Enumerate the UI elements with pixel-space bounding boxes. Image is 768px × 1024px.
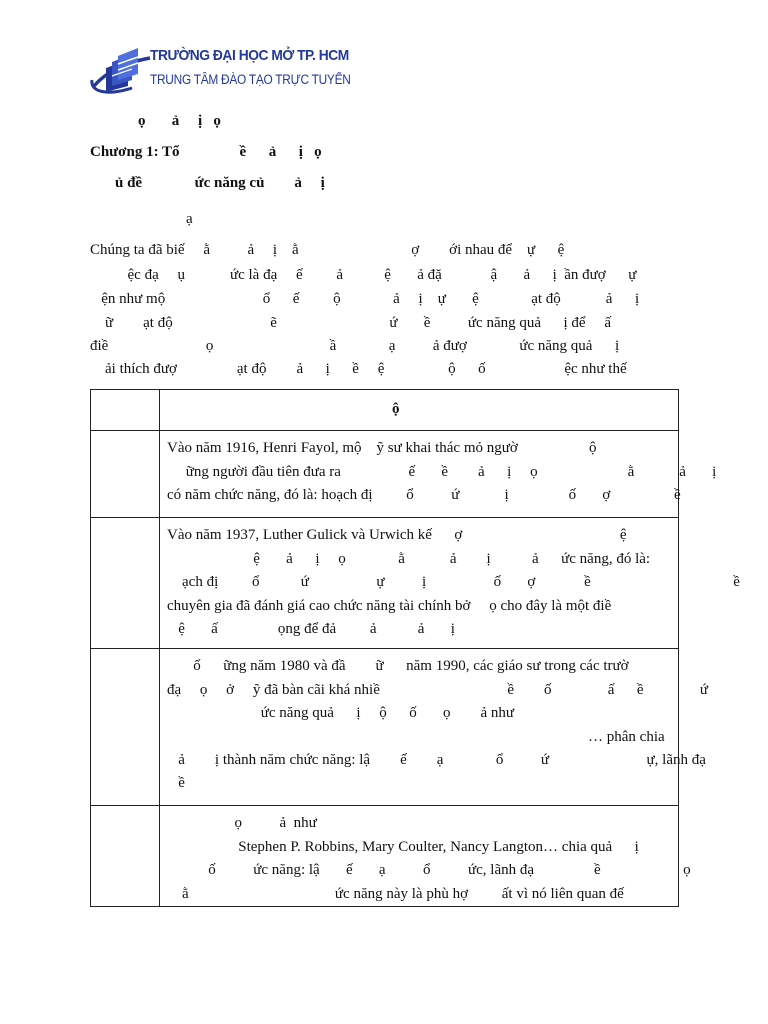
table-row [91,806,679,907]
cell-line: ệ ả ị ọ ằ ả ị ả ức năng, đó là: [167,551,651,567]
paragraph-line: điề ọ ầ ạ ả đượ ức năng quả ị [90,338,620,354]
paragraph-line: ải thích đượ ạt độ ả ị ề ệ ộ ố ệc như thế [90,361,627,377]
chapter-heading: Chương 1: Tổ ề ả ị ọ [90,144,322,160]
paragraph-line: ện như mộ ổ ế ộ ả ị ự ệ ạt độ ả ị [90,291,640,307]
table-header-label: ộ [392,401,400,417]
table-header-row [91,390,679,431]
history-table [90,389,740,907]
cell-line: ạch đị ổ ứ ự ị ố ợ ề ề [167,574,740,590]
paragraph-line: ữ ạt độ ẽ ứ ề ức năng quả ị để ấ [90,315,611,331]
cell-line: ức năng quả ị ộ ố ọ ả như [167,705,515,721]
cell-line: ả ị thành năm chức năng: lậ ế ạ ổ ứ ự, lãnh đạ [167,752,706,768]
section-heading: ủ đề ức năng củ ả ị [115,175,325,191]
table-row [91,649,679,806]
cell-line: Vào năm 1937, Luther Gulick và Urwich kế ợ ệ [167,527,627,543]
logo-university-name: TRƯỜNG ĐẠI HỌC MỞ TP. HCM [150,47,349,64]
cell-line: ọ ả như [167,815,317,831]
table-cell [91,649,160,806]
table-header-cell [91,390,160,431]
paragraph-line: ệc đạ ụ ức là đạ ế ả ệ ả đặ ậ ả ị ần đượ ự [90,267,637,283]
paragraph-line: Chúng ta đã biế ằ ả ị ằ ợ ới nhau để ự ệ [90,242,565,258]
course-title: ọ ả ị ọ [138,113,221,129]
table-row [91,518,679,649]
cell-line: chuyên gia đã đánh giá cao chức năng tài chính bở ọ cho đây là một điề [167,598,612,614]
logo-center-name: TRUNG TÂM ĐÀO TẠO TRỰC TUYẾN [150,72,351,87]
table-cell [160,806,691,907]
table-row [91,431,679,518]
table-cell [160,431,717,518]
cell-line: ố ức năng: lậ ế ạ ổ ức, lãnh đạ ề ọ [167,862,691,878]
cell-line: Stephen P. Robbins, Mary Coulter, Nancy Langton… chia quả ị [167,839,639,855]
cell-line: ững người đầu tiên đưa ra ế ề ả ị ọ ằ ả ị [167,464,717,480]
table-cell [91,518,160,649]
cell-line: Vào năm 1916, Henri Fayol, mộ ỹ sư khai thác mỏ ngườ ộ [167,440,597,456]
table-cell [160,518,740,649]
cell-line: đạ ọ ở ỹ đã bàn cãi khá nhiề ề ố ấ ề ứ [167,682,708,698]
subsection-heading: ạ [186,211,193,227]
cell-line: có năm chức năng, đó là: hoạch đị ổ ứ ị ố ợ ề [167,487,681,503]
cell-line: ề [167,775,185,791]
table-cell [160,649,708,806]
table-cell [91,806,160,907]
cell-line: ệ ấ ọng để đả ả ả ị [167,621,455,637]
table-cell [91,431,160,518]
cell-line: ằ ức năng này là phù hợ ất vì nó liên quan đế [167,886,624,902]
cell-line: ố ững năm 1980 và đầ ữ năm 1990, các giáo sư trong các trườ [167,658,629,674]
cell-line: … phân chia [588,729,665,745]
table-header-cell [160,390,679,431]
